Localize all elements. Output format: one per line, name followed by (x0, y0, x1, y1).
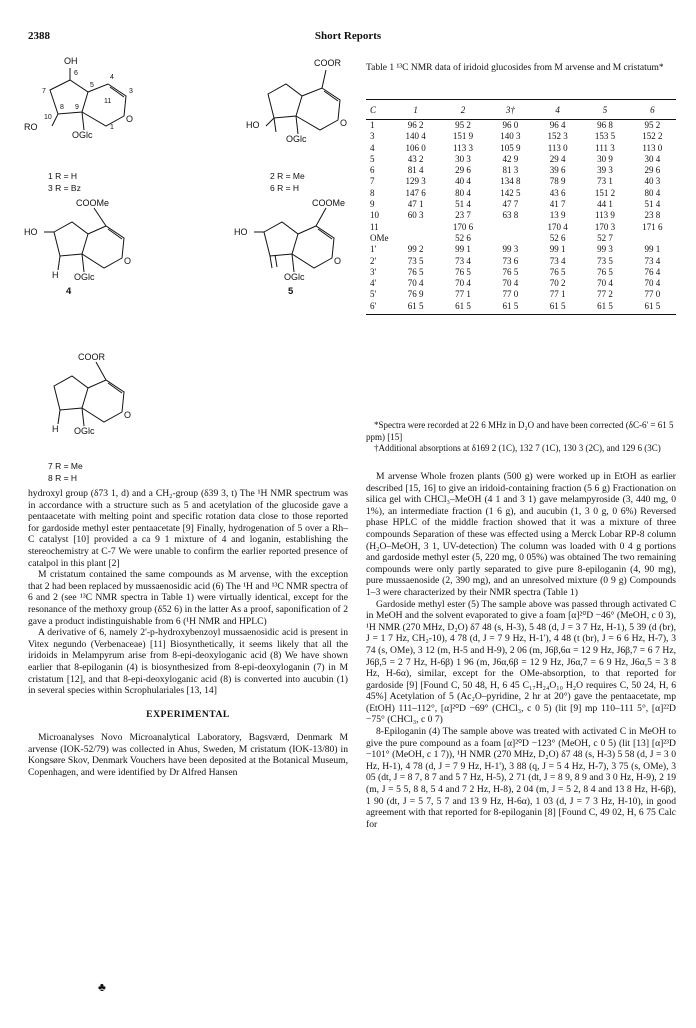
atom-number-5: 5 (90, 82, 94, 89)
methylene-double-5 (275, 255, 277, 267)
table-cell: 99 1 (549, 244, 566, 255)
table-cell: 61 5 (487, 301, 534, 315)
table-cell: 171 6 (642, 221, 663, 232)
ch2-bond-1 (52, 114, 58, 126)
table-cell: 52 6 (455, 232, 471, 243)
table-cell: 96 4 (549, 120, 566, 130)
table-cell: 76 5 (549, 266, 566, 277)
pyran-ring-4 (82, 226, 124, 268)
table-cell: 73 4 (644, 255, 661, 266)
table-cell: 140 4 (405, 131, 426, 142)
table-body (366, 120, 676, 315)
table-cell: 77 1 (549, 289, 566, 300)
table-cell: 43 2 (407, 153, 424, 164)
glc-bond-5 (292, 254, 294, 272)
atom-number-3: 3 (129, 88, 133, 95)
table-cell: 47 7 (502, 199, 519, 210)
structure-1-drawing (22, 60, 142, 160)
methylene-bond-5 (270, 256, 272, 268)
table-caption: Table 1 ¹³C NMR data of iridoid glucosides from M arvense and M cristatum* (366, 63, 664, 73)
table-cell: 29 6 (455, 165, 471, 176)
ho-label: HO (246, 120, 260, 130)
table-cell: 77 0 (644, 289, 661, 300)
paragraph-right-1: M arvense Whole frozen plants (500 g) were worked up in EtOH as earlier described [15, 16] to give an iridoid-containing fraction (5 6 g) Fractionation on silica gel with CHCl₃–MeOH (4 1 and 3 1) gave melampyroside (3, 440 mg, 0 1%), an intermediate fraction (1 6 g), and aucubin (1, 3 0 g, 0 6%) Reversed phase HPLC of the middle fraction showed that it was a mixture of three compounds Separation of these was effected using a Merck Lobar RP-8 column (H₂O–MeOH, 3 1, UV-detection) The column was loaded with 0 4 g portions and gardoside methyl ester (5, 220 mg, 0 05%) was obtained The two remaining compounds were only partly separated to give pure 8-epiloganin (4, 90 mg), pure mussaenoside (2, 390 mg), and an unresolved mixture (0 9 g) Compounds 1–3 were characterized by their NMR spectra (Table 1) (366, 471, 676, 598)
table-cell (487, 222, 534, 233)
table-cell: 81 4 (407, 165, 424, 176)
table-cell: 96 2 (407, 120, 424, 130)
footnote-spectra: *Spectra were recorded at 22 6 MHz in D₂O and have been corrected (δC-6' = 61 5 ppm) [15] (366, 420, 674, 442)
structure-gardoside-methyl-ester (232, 196, 352, 296)
table-row-label: 6 (370, 165, 375, 176)
coome-label: COOMe (76, 198, 110, 208)
structure-8-epiloganin (22, 196, 142, 296)
table-cell: 113 0 (642, 142, 663, 153)
table-cell: 73 5 (407, 255, 424, 266)
structure-deoxyloganin (22, 350, 142, 450)
table-row-label: 8 (370, 187, 375, 198)
glc-bond-2 (296, 116, 298, 134)
table-cell (487, 233, 534, 244)
table-row (366, 143, 676, 154)
glc-bond-7 (82, 408, 84, 426)
table-row (366, 188, 676, 199)
table-cell: 113 0 (547, 142, 568, 153)
table-row (366, 278, 676, 289)
table-row-label: 7 (370, 176, 375, 187)
table-cell: 70 4 (502, 278, 519, 289)
table-header-cell: 6 (629, 100, 676, 120)
table-row-label: 11 (370, 221, 379, 232)
ho-label: HO (24, 227, 38, 237)
table-cell: 29 4 (549, 153, 566, 164)
methyl-bond-7 (58, 410, 60, 424)
structure-mussaenoside (236, 60, 356, 160)
ring-oxygen-label: O (126, 114, 134, 124)
ring-oxygen-label: O (124, 256, 132, 266)
table-cell: 152 3 (547, 131, 568, 142)
table-cell: 99 1 (644, 244, 661, 255)
table-cell: 153 5 (594, 131, 616, 142)
table-cell: 76 5 (502, 266, 519, 277)
coor-label: COOR (78, 352, 105, 362)
table-cell: 147 6 (405, 187, 426, 198)
double-bond-7 (108, 383, 122, 393)
right-text-column (366, 471, 676, 830)
table-cell: 73 1 (597, 176, 613, 187)
table-cell: 47 1 (407, 199, 424, 210)
table-row (366, 165, 676, 176)
oglc-label: OGlc (72, 130, 93, 140)
table-cell: 73 4 (549, 255, 566, 266)
footer-mark: ♣ (98, 980, 106, 994)
table-cell: 70 4 (407, 278, 424, 289)
ho-bond-2 (266, 118, 274, 126)
table-cell: 52 6 (549, 232, 566, 243)
table-cell: 61 5 (439, 301, 486, 315)
table-header-cell: 5 (581, 100, 628, 120)
paragraph-right-2: Gardoside methyl ester (5) The sample above was passed through activated C in MeOH and the solvent evaporated to give a foam [α]²⁰D −46° (MeOH, c 0 3), ¹H NMR (270 MHz, D₂O) δ7 48 (s, H-3), 5 48 (d, J = 3 7 Hz, H-1), 5 39 (d (br), J = 1 7 Hz, CH₂-10), 4 78 (d, J = 7 9 Hz, H-1'), 4 48 (t (br), J = 6 6 Hz, H-7), 3 74 (s, OMe), 3 12 (m, H-5 and H-9), 2 06 (m, J6β,6α = 12 9 Hz, J6β,7 = 6 7 Hz, J6β,5 = 2 7 Hz, H-6β) 1 96 (m, J6α,6β = 12 9 Hz, J6α,7 = 6 9 Hz, J6α,5 = 3 8 Hz, H-6α), similar, except for the OMe-absorption, to that reported for gardoside [9] [Found C, 50 48, H, 6 45 C₁₇H₂₄O₁₀ H₂O requires C, 50 24, H, 6 45%] Acetylation of 5 (Ac₂O–pyridine, 2 hr at 20°) gave the pentaacetate, mp (EtOH) 111–112°, [α]²⁰D −69° (CHCl₃, c 0 5) (lit [9] mp 110–111 5°, [α]²²D −75° (CHCl₃, c 0 7) (366, 598, 676, 726)
table-cell: 113 3 (453, 142, 473, 153)
table-cell: 111 3 (595, 142, 615, 153)
label-compound-8: 8 R = H (48, 473, 78, 483)
table-cell: 44 1 (597, 199, 613, 210)
table-row (366, 154, 676, 165)
atom-number-6: 6 (74, 70, 78, 77)
coome-label: COOMe (312, 198, 346, 208)
h-label: H (52, 270, 59, 280)
table-cell: 95 2 (644, 120, 661, 130)
table-row-label: OMe (370, 232, 389, 243)
glc-bond-1 (82, 112, 84, 130)
table-cell: 80 4 (644, 187, 661, 198)
atom-number-11: 11 (104, 98, 112, 105)
methyl-bond-2 (274, 118, 276, 132)
table-cell: 170 6 (452, 221, 474, 232)
table-cell: 113 9 (595, 210, 615, 221)
oglc-label: OGlc (286, 134, 307, 144)
table-cell: 151 2 (594, 187, 616, 198)
table-header-cell: 2 (439, 100, 486, 120)
oh-label: OH (64, 56, 78, 66)
table-row-label: 10 (370, 210, 379, 221)
ro-label: RO (24, 122, 38, 132)
table-cell: 51 4 (455, 199, 471, 210)
table-cell: 96 8 (597, 120, 613, 130)
left-text-column (28, 488, 348, 779)
table-cell: 129 3 (405, 176, 426, 187)
table-cell: 95 2 (455, 120, 471, 130)
oglc-label: OGlc (284, 272, 305, 282)
table-cell: 76 5 (455, 266, 471, 277)
table-header-row (366, 100, 676, 120)
table-row-label: 4 (370, 142, 375, 153)
section-heading-experimental: EXPERIMENTAL (146, 708, 230, 720)
table-cell: 99 3 (502, 244, 519, 255)
table-cell: 106 0 (405, 142, 426, 153)
table-row (366, 222, 676, 233)
table-cell: 42 9 (502, 153, 519, 164)
paragraph-left-4: Microanalyses Novo Microanalytical Laboratory, Bagsværd, Denmark M arvense (IOK-52/79) was collected in Ahus, Sweden, M cristatum (IOK-13/80) in Kongsøre Skov, Denmark Vouchers have been deposited at the Botanical Museum, Copenhagen, and were identified by Dr Alfred Hansen (28, 732, 348, 779)
cyclopentane-ring-1 (50, 80, 88, 114)
table-cell: 81 3 (502, 165, 519, 176)
cyclopentane-ring-7 (54, 376, 88, 410)
table-row (366, 210, 676, 221)
table-header-cell: 4 (534, 100, 581, 120)
table-row (366, 289, 676, 300)
label-compound-2: 2 R = Me (270, 171, 305, 181)
table-header-cell: C (366, 100, 392, 120)
paragraph-right-3: 8-Epiloganin (4) The sample above was treated with activated C in MeOH to give the pure compound as a foam [α]²⁰D −123° (MeOH, c 0 5) (lit [13] [α]²³D −101° (MeOH, c 1 7)), ¹H NMR (270 MHz, D₂O) δ7 48 (s, H-3) 5 58 (d, J = 3 0 Hz, H-1), 4 78 (d, J = 7 9 Hz, H-1'), 3 88 (q, J = 5 4 Hz, H-7), 3 75 (s, OMe), 3 05 (dt, J = 8 7, 8 7 and 5 7 Hz, H-5), 2 71 (dt, J = 8 9, 8 9 and 3 0 Hz, H-9), 2 19 (m, J = 5 5, 8 8, 5 4 and 7 2 Hz, H-8), 2 04 (m, J = 5 2, 8 4 and 13 8 Hz, H-6β), 1 90 (dt, J = 5 7, 5 7 and 13 9 Hz, H-6α), 1 03 (d, J = 7 3 Hz, H-10), in good agreement with that reported for 8-epiloganin [8] [Found C, 49 02, H, 6 75 Calc for (366, 726, 676, 830)
pyran-ring-1 (82, 84, 126, 126)
table-row-label: 4' (370, 278, 377, 289)
table-row-label: 2' (370, 255, 377, 266)
table-cell: 23 8 (644, 210, 661, 221)
oglc-label: OGlc (74, 272, 95, 282)
table-cell (392, 222, 439, 233)
label-compound-1: 1 R = H (48, 171, 78, 181)
label-compound-5: 5 (288, 286, 294, 297)
pyran-ring-2 (296, 88, 340, 130)
paragraph-left-2: M cristatum contained the same compounds as M arvense, with the exception that 2 had been replaced by mussaenosidic acid (6) The ¹H and ¹³C NMR spectra of 6 and 2 (see ¹³C NMR spectra in Table 1) were virtually identical, except for the resonance of the methoxy group (δ52 6) in the latter As a proof, saponification of 2 gave a product indistinguishable from 6 (¹H NMR and HPLC) (28, 569, 348, 627)
table-cell: 73 4 (455, 255, 471, 266)
oglc-label: OGlc (74, 426, 95, 436)
pyran-ring-7 (82, 380, 124, 422)
table-cell: 73 6 (502, 255, 519, 266)
double-bond-5 (318, 229, 332, 239)
structure-aucubin (22, 56, 142, 160)
double-bond-2 (324, 91, 338, 101)
table-row (366, 301, 676, 315)
atom-number-9: 9 (75, 104, 79, 111)
atom-number-8: 8 (60, 104, 64, 111)
table-cell: 61 5 (392, 301, 439, 315)
table-cell: 76 5 (597, 266, 613, 277)
table-cell: 39 6 (549, 165, 566, 176)
table-cell: 134 8 (500, 176, 521, 187)
atom-number-10: 10 (44, 114, 52, 121)
table-cell: 40 4 (455, 176, 471, 187)
table-cell: 30 3 (455, 153, 471, 164)
table-cell: 70 4 (455, 278, 471, 289)
paragraph-left-1: hydroxyl group (δ73 1, d) and a CH₂-group (δ39 3, t) The ¹H NMR spectrum was in accordance with a structure such as 5 and acetylation of the glucoside gave a pentaacetate with melting point and specific rotation data close to those reported for gardoside methyl ester pentaacetate [9] Finally, hydrogenation of 5 over a Rh–C catalyst [10] provided a ca 9 1 mixture of 4 and loganin, establishing the stereochemistry at C-7 We were unable to confirm the earlier reported presence of catalpol in this plant [2] (28, 488, 348, 569)
double-bond-1 (110, 87, 124, 97)
table-row-label: 3 (370, 131, 375, 142)
table-row-label: 3' (370, 266, 377, 277)
table-row-label: 6' (366, 301, 392, 315)
table-row (366, 120, 676, 132)
table-cell (392, 233, 439, 244)
table-row (366, 131, 676, 142)
cyclopentane-ring-4 (54, 222, 88, 256)
label-compound-7: 7 R = Me (48, 461, 83, 471)
table-cell: 152 2 (642, 131, 663, 142)
methyl-bond-4 (58, 256, 60, 270)
table-row (366, 199, 676, 210)
coor-label: COOR (314, 58, 341, 68)
ho-label: HO (234, 227, 248, 237)
table-cell: 99 1 (455, 244, 471, 255)
table-row (366, 233, 676, 244)
table-cell: 61 5 (581, 301, 628, 315)
table-row (366, 176, 676, 187)
ring-oxygen-label: O (124, 410, 132, 420)
cyclopentane-ring-5 (264, 222, 298, 256)
table-cell: 43 6 (549, 187, 566, 198)
table-cell: 77 0 (502, 289, 519, 300)
ester-bond-7 (96, 362, 106, 380)
table-cell: 80 4 (455, 187, 471, 198)
label-compound-4: 4 (66, 286, 72, 297)
table-cell: 51 4 (644, 199, 661, 210)
table-cell: 60 3 (407, 210, 424, 221)
ester-bond-4 (94, 208, 106, 226)
atom-number-4: 4 (110, 74, 114, 81)
table-cell: 78 9 (549, 176, 566, 187)
h-label: H (52, 424, 59, 434)
table-cell: 170 4 (547, 221, 568, 232)
atom-number-7: 7 (42, 88, 46, 95)
table-cell: 76 4 (644, 266, 661, 277)
table-header-cell: 1 (392, 100, 439, 120)
table-row-label: 1 (370, 120, 375, 130)
label-compound-6: 6 R = H (270, 183, 300, 193)
table-row-label: 5' (370, 289, 377, 300)
footnote-additional: †Additional absorptions at δ169 2 (1C), 132 7 (1C), 130 3 (2C), and 129 6 (3C) (374, 443, 661, 453)
table-cell: 70 4 (597, 278, 613, 289)
page-number: 2388 (28, 30, 50, 42)
table-row (366, 244, 676, 255)
table-cell: 96 0 (502, 120, 519, 130)
paragraph-left-3: A derivative of 6, namely 2'-p-hydroxybenzoyl mussaenosidic acid is present in Vitex negundo (Verbenaceae) [11] Biosynthetically, it seems likely that all the iridoids in Melampyrum arise from 8-epi-deoxyloganic acid (8) We have shown earlier that 8-epiloganin (4) is biosynthesized from 8-epi-deoxyloganin (7) in M cristatum [12], and that 8-epi-deoxyloganic acid (8) is converted into aucubin (1) in several species within Scrophulariales [13, 14] (28, 627, 348, 697)
table-cell: 99 2 (407, 244, 424, 255)
table-footnotes (366, 420, 674, 455)
table-cell: 76 9 (407, 289, 424, 300)
table-cell: 151 9 (452, 131, 474, 142)
journal-section-title: Short Reports (314, 30, 382, 42)
table-row-label: 9 (370, 199, 375, 210)
pyran-ring-5 (292, 226, 334, 268)
table-cell: 140 3 (500, 131, 521, 142)
table-cell: 40 3 (644, 176, 661, 187)
table-row-label: 1' (370, 244, 377, 255)
glc-bond-4 (82, 254, 84, 272)
ester-bond-5 (316, 208, 326, 226)
table-cell: 13 9 (549, 210, 566, 221)
double-bond-4 (108, 229, 122, 239)
table-cell: 142 5 (500, 187, 521, 198)
table-row (366, 256, 676, 267)
table-cell: 30 4 (644, 153, 661, 164)
table-row (366, 267, 676, 278)
table-cell: 99 3 (597, 244, 613, 255)
table-cell: 61 5 (629, 301, 676, 315)
table-cell: 23 7 (455, 210, 471, 221)
table-cell: 30 9 (597, 153, 613, 164)
cyclopentane-ring-2 (268, 84, 302, 118)
table-cell: 70 2 (549, 278, 566, 289)
table-cell: 52 7 (597, 232, 613, 243)
table-cell: 61 5 (534, 301, 581, 315)
atom-number-1: 1 (110, 124, 114, 131)
table-cell: 70 4 (644, 278, 661, 289)
ester-bond-2 (322, 70, 326, 88)
nmr-table (366, 99, 676, 315)
table-cell: 41 7 (549, 199, 566, 210)
table-cell: 77 2 (597, 289, 613, 300)
table-cell: 29 6 (644, 165, 661, 176)
structure-2-drawing (236, 60, 356, 160)
table-header-cell: 3† (487, 100, 534, 120)
table-cell: 63 8 (502, 210, 519, 221)
table-cell: 76 5 (407, 266, 424, 277)
table-cell: 73 5 (597, 255, 613, 266)
table-cell: 170 3 (594, 221, 616, 232)
table-cell: 39 3 (597, 165, 613, 176)
table-cell: 77 1 (455, 289, 471, 300)
ring-oxygen-label: O (334, 256, 342, 266)
label-compound-3: 3 R = Bz (48, 183, 81, 193)
ring-oxygen-label: O (340, 118, 348, 128)
table-cell (629, 233, 676, 244)
table-row-label: 5 (370, 153, 375, 164)
table-cell: 105 9 (500, 142, 521, 153)
